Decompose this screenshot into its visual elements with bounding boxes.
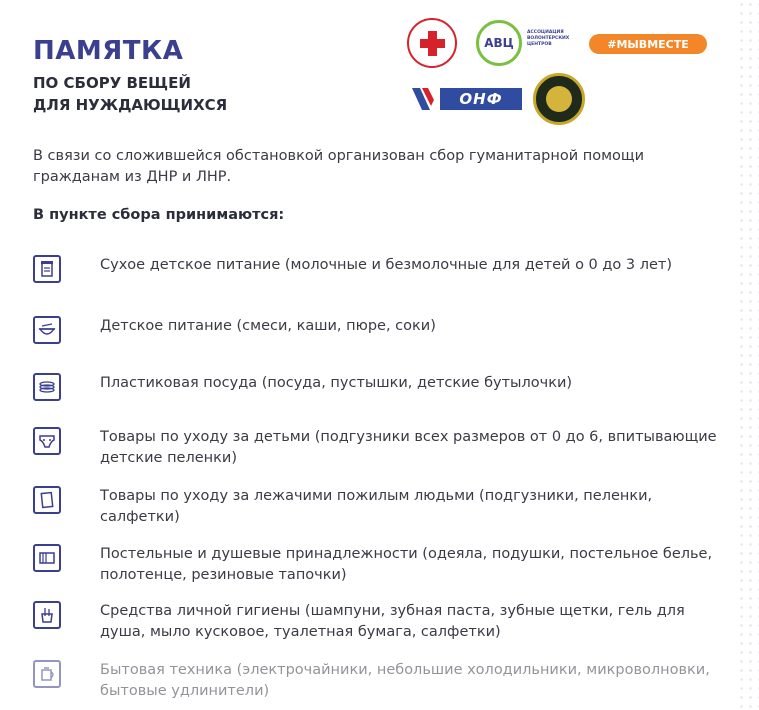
list-item-text: Товары по уходу за детьми (подгузники всех размеров от 0 до 6, впитывающие детские пеленки)	[100, 429, 717, 466]
baby-food-bowl-icon	[33, 316, 61, 344]
list-item-text: Средства личной гигиены (шампуни, зубная паста, зубные щетки, гель для душа, мыло кусковое, туалетная бумага, салфетки)	[100, 603, 685, 640]
subtitle-line-2: ДЛЯ НУЖДАЮЩИХСЯ	[33, 96, 228, 114]
list-item-text: Сухое детское питание (молочные и безмолочные для детей о 0 до 3 лет)	[100, 257, 673, 273]
diaper-icon	[33, 427, 61, 455]
list-item-text: Пластиковая посуда (посуда, пустышки, детские бутылочки)	[100, 375, 573, 391]
avc-logo-text: АВЦ	[484, 36, 514, 50]
together-badge: #МЫВМЕСТЕ	[589, 34, 707, 54]
onf-logo-text: ОНФ	[440, 88, 522, 110]
intro-paragraph: В связи со сложившейся обстановкой организован сбор гуманитарной помощи гражданам из ДНР и ЛНР.	[33, 148, 645, 185]
onf-logo	[410, 86, 520, 112]
list-item-text: Товары по уходу за лежачими пожилым людьми (подгузники, пеленки, салфетки)	[100, 488, 653, 525]
list-item	[33, 255, 723, 305]
decorative-edge-pattern	[737, 0, 759, 709]
subtitle-line-1: ПО СБОРУ ВЕЩЕЙ	[33, 74, 191, 92]
list-item	[33, 316, 723, 366]
emblem-logo	[533, 73, 585, 125]
section-label: В пункте сбора принимаются:	[33, 207, 285, 223]
baby-formula-icon	[33, 255, 61, 283]
list-item	[33, 486, 723, 536]
onf-flag-icon	[410, 86, 438, 112]
list-item	[33, 373, 723, 423]
page-title: ПАМЯТКА	[33, 36, 184, 66]
toothbrush-cup-icon	[33, 601, 61, 629]
avc-logo-caption: АССОЦИАЦИЯ ВОЛОНТЕРСКИХ ЦЕНТРОВ	[527, 30, 570, 47]
list-item	[33, 544, 723, 594]
list-item	[33, 427, 723, 477]
list-item-text: Бытовая техника (электрочайники, небольшие холодильники, микроволновки, бытовые удлинители)	[100, 662, 710, 699]
bedding-icon	[33, 544, 61, 572]
wipes-icon	[33, 486, 61, 514]
list-item	[33, 660, 723, 710]
kettle-icon	[33, 660, 61, 688]
list-item	[33, 601, 723, 651]
avc-logo	[476, 20, 522, 66]
list-item-text: Детское питание (смеси, каши, пюре, соки)	[100, 318, 436, 334]
list-item-text: Постельные и душевые принадлежности (одеяла, подушки, постельное белье, полотенце, резиновые тапочки)	[100, 546, 713, 583]
red-cross-logo	[407, 18, 457, 68]
plates-icon	[33, 373, 61, 401]
page-subtitle	[33, 72, 353, 116]
